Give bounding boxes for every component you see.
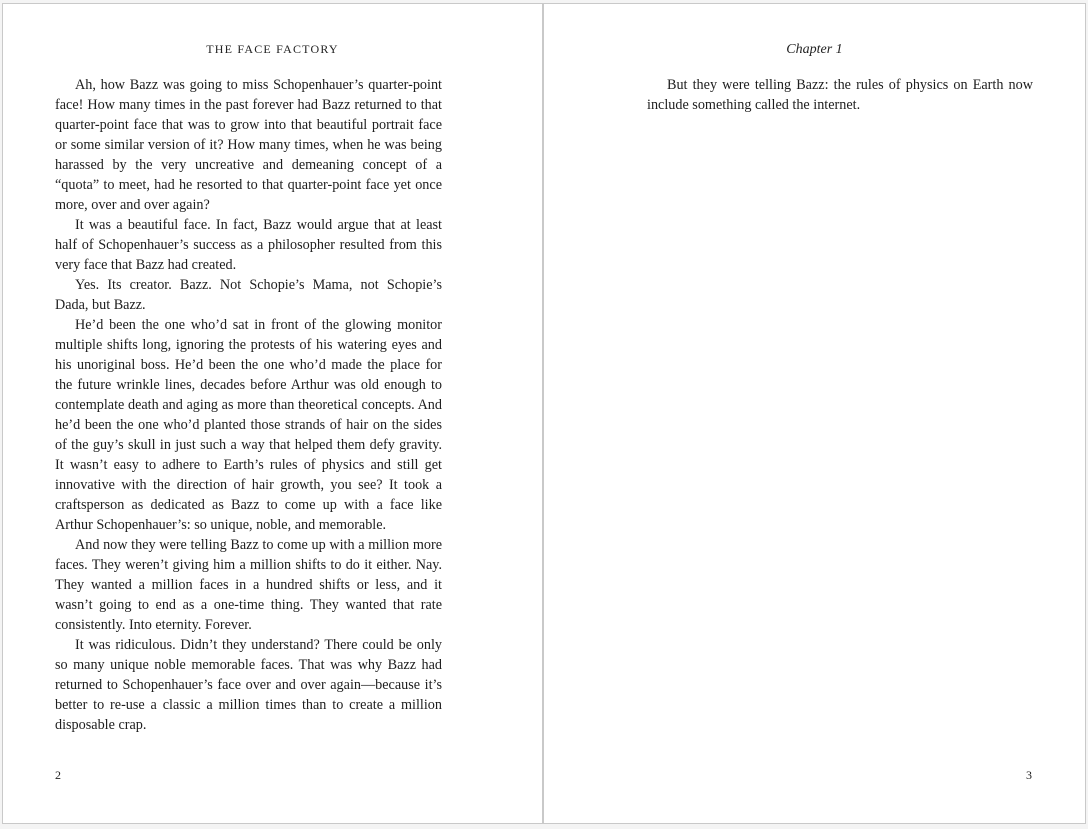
page-number: 3 bbox=[1026, 768, 1032, 782]
left-page bbox=[2, 3, 543, 824]
left-page-body bbox=[55, 75, 442, 735]
paragraph: And now they were telling Bazz to come up with a million more faces. They weren’t giving him a million shifts to do it either. Nay. They wanted a million faces in a hundred shifts or less, and it wasn’t going to end as a one-time thing. They wanted that rate consistently. Into eternity. Forever. bbox=[55, 537, 442, 633]
right-page-body bbox=[647, 75, 1033, 115]
page-number: 2 bbox=[55, 768, 61, 782]
running-head-book-title: THE FACE FACTORY bbox=[206, 42, 339, 56]
running-head-chapter: Chapter 1 bbox=[786, 42, 843, 57]
right-page bbox=[543, 3, 1086, 824]
paragraph: Ah, how Bazz was going to miss Schopenhauer’s quarter-point face! How many times in the past forever had Bazz returned to that quarter-point face that was to grow into that beautiful portrait face or some similar version of it? How many times, when he was being harassed by the very uncreative and demeaning concept of a “quota” to meet, had he resorted to that quarter-point face yet once more, over and over again? bbox=[55, 77, 442, 213]
paragraph: He’d been the one who’d sat in front of the glowing monitor multiple shifts long, ignoring the protests of his watering eyes and his unoriginal boss. He’d been the one who’d made the place for the future wrinkle lines, decades before Arthur was old enough to contemplate death and aging as more than theoretical concepts. And he’d been the one who’d planted those strands of hair on the sides of the guy’s skull in just such a way that helped them defy gravity. It wasn’t easy to adhere to Earth’s rules of physics and still get innovative with the direction of hair growth, you see? It took a craftsperson as dedicated as Bazz to come up with a face like Arthur Schopenhauer’s: so unique, noble, and memorable. bbox=[55, 317, 442, 533]
paragraph: Yes. Its creator. Bazz. Not Schopie’s Mama, not Schopie’s Dada, but Bazz. bbox=[55, 277, 442, 313]
paragraph: It was ridiculous. Didn’t they understand? There could be only so many unique noble memorable faces. That was why Bazz had returned to Schopenhauer’s face over and over again—because it’s better to re-use a classic a million times than to create a million disposable crap. bbox=[55, 637, 442, 733]
paragraph: It was a beautiful face. In fact, Bazz would argue that at least half of Schopenhauer’s success as a philosopher resulted from this very face that Bazz had created. bbox=[55, 217, 442, 273]
paragraph: But they were telling Bazz: the rules of physics on Earth now include something called the internet. bbox=[647, 77, 1033, 113]
